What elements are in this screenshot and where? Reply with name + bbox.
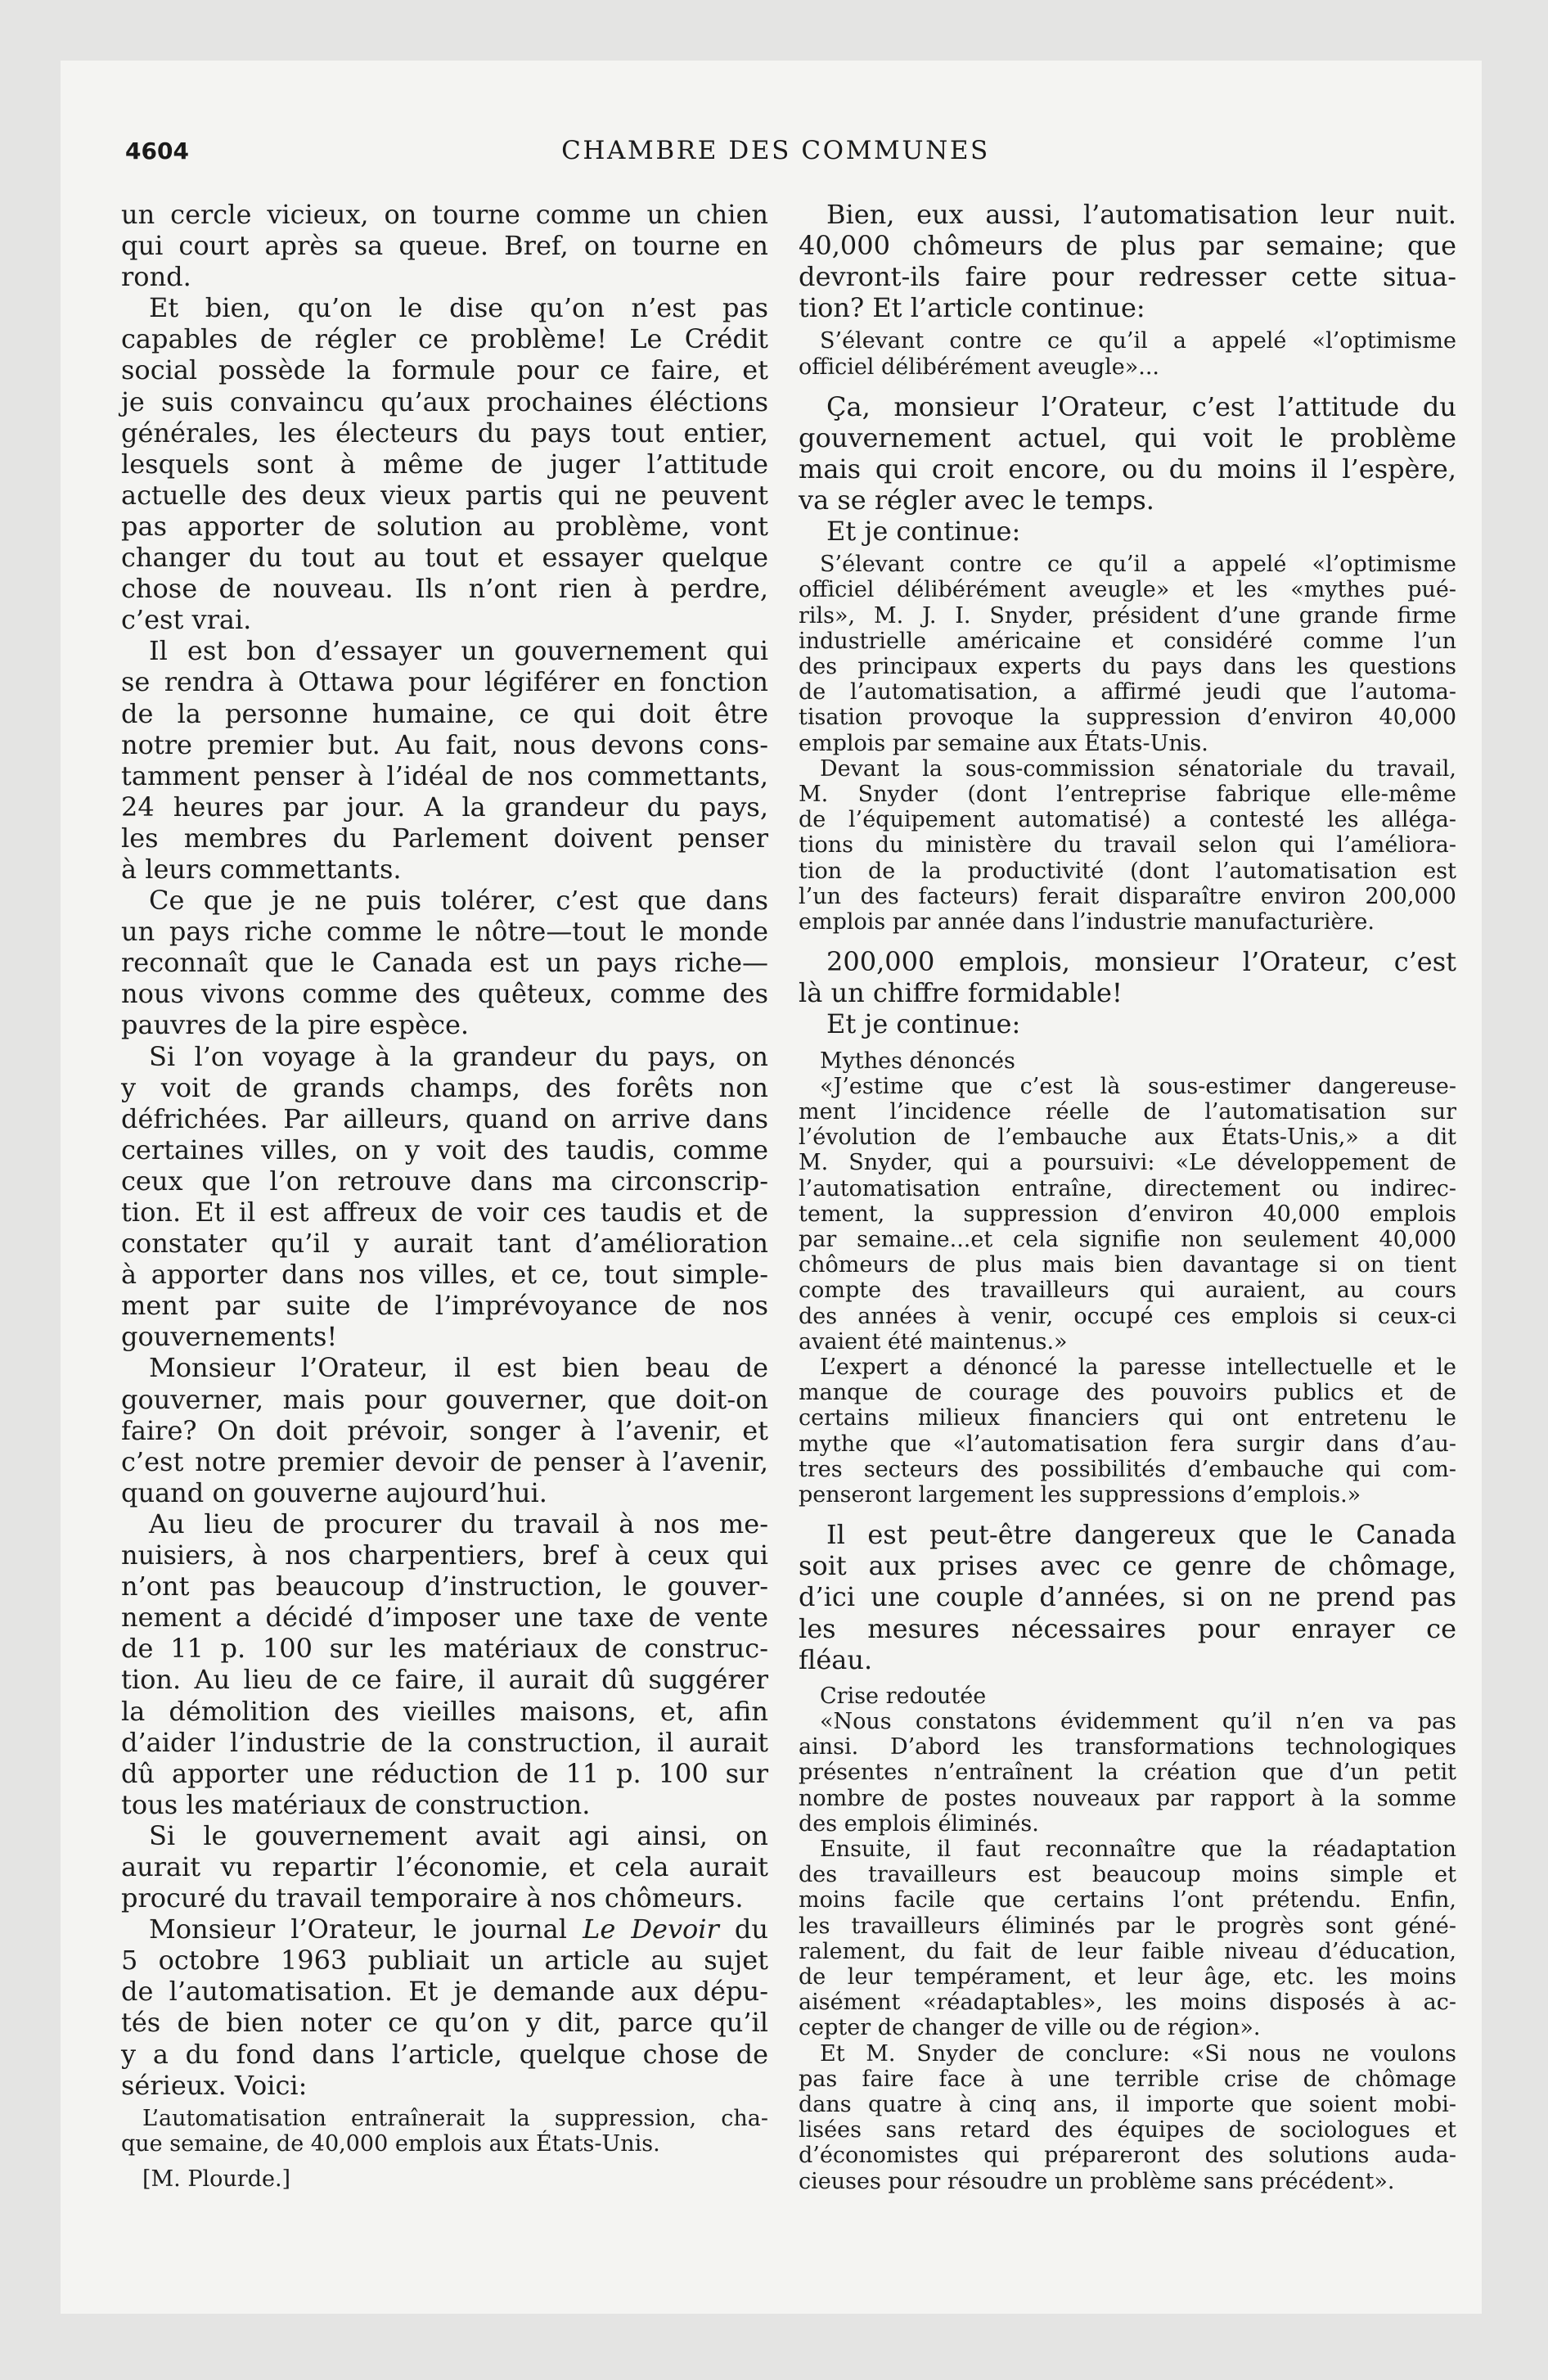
text-line: S’élevant contre ce qu’il a appelé «l’optimisme [820, 328, 1456, 354]
text-line: gouverner, mais pour gouverner, que doit-on [121, 1383, 768, 1415]
text-line: tamment penser à l’idéal de nos commettants, [121, 760, 768, 791]
text-line: compte des travailleurs qui auraient, au cours [799, 1278, 1456, 1304]
text-line: capables de régler ce problème! Le Crédit [121, 323, 768, 355]
text-line: présentes n’entraînent la création que d’un petit [799, 1760, 1456, 1786]
text-line: d’aider l’industrie de la construction, il aurait [121, 1726, 768, 1758]
subheading [799, 1048, 1456, 1074]
text-line: des travailleurs est beaucoup moins simple et [799, 1862, 1456, 1888]
text-line: à leurs commettants. [121, 853, 402, 885]
text-line: fléau. [799, 1643, 873, 1675]
quotation [799, 552, 1456, 756]
text-line: y a du fond dans l’article, quelque chose de [121, 2038, 768, 2070]
text-line: sérieux. Voici: [121, 2069, 308, 2101]
text-line: ment par suite de l’imprévoyance de nos [121, 1290, 768, 1322]
paragraph [121, 292, 768, 635]
paragraph [799, 946, 1456, 1008]
paragraph [799, 1008, 1456, 1039]
text-line: Monsieur l’Orateur, il est bien beau de [149, 1352, 768, 1384]
text-line: faire? On doit prévoir, songer à l’avenir, et [121, 1414, 768, 1446]
text-line: chose de nouveau. Ils n’ont rien à perdre, [121, 573, 768, 605]
text-line: soit aux prises avec ce genre de chômage, [799, 1550, 1456, 1582]
paragraph [121, 1352, 768, 1508]
text-line: les mesures nécessaires pour enrayer ce [799, 1612, 1456, 1644]
text-line: gouvernement actuel, qui voit le problème [799, 421, 1456, 453]
text-line: [M. Plourde.] [142, 2166, 291, 2193]
text-line: tés de bien noter ce qu’on y dit, parce qu’il [121, 2007, 768, 2039]
text-line: tement, la suppression d’environ 40,000 emplois [799, 1201, 1456, 1227]
paragraph [799, 391, 1456, 516]
text-line: aisément «réadaptables», les moins disposés à ac- [799, 1990, 1456, 2016]
text-line: les membres du Parlement doivent penser [121, 822, 768, 854]
text-line: notre premier but. Au fait, nous devons cons- [121, 728, 768, 760]
text-line: officiel délibérément aveugle»... [799, 354, 1159, 380]
text-line: ceux que l’on retrouve dans ma circonscrip- [121, 1165, 768, 1197]
paragraph [121, 1041, 768, 1353]
text-line: Et je continue: [826, 516, 1021, 548]
paragraph [121, 1913, 768, 2101]
text-line: de l’automatisation. Et je demande aux dépu- [121, 1976, 768, 2008]
text-line: la démolition des vieilles maisons, et, afin [121, 1695, 768, 1727]
text-line: tion de la productivité (dont l’automatisation est [799, 858, 1456, 884]
paragraph [799, 516, 1456, 547]
text-line: cepter de changer de ville ou de région». [799, 2015, 1261, 2041]
text-line: tions du ministère du travail selon qui l’améliora- [799, 832, 1456, 859]
text-line: tion. Au lieu de ce faire, il aurait dû suggérer [121, 1664, 768, 1696]
text-line: dans quatre à cinq ans, il importe que soient mobi- [799, 2091, 1456, 2117]
text-line: c’est vrai. [121, 604, 252, 636]
text-line: penseront largement les suppressions d’emplois.» [799, 1482, 1361, 1508]
text-line: devront-ils faire pour redresser cette situa- [799, 261, 1456, 293]
text-line: nous vivons comme des quêteux, comme des [121, 978, 768, 1010]
text-line: S’élevant contre ce qu’il a appelé «l’optimisme [820, 552, 1456, 578]
text-line: d’ici une couple d’années, si on ne prend pas [799, 1581, 1456, 1613]
paragraph [799, 199, 1456, 323]
subheading [799, 1684, 1456, 1709]
text-line: aurait vu repartir l’économie, et cela aurait [121, 1850, 768, 1882]
text-line: tous les matériaux de construction. [121, 1788, 591, 1820]
text-line: va se régler avec le temps. [799, 485, 1154, 516]
text-line: gouvernements! [121, 1321, 338, 1353]
text-line: certains milieux financiers qui ont entretenu le [799, 1405, 1456, 1431]
text-line: constater qu’il y aurait tant d’amélioration [121, 1228, 768, 1260]
text-line: actuelle des deux vieux partis qui ne peuvent [121, 479, 768, 511]
text-line: générales, les électeurs du pays tout entier, [121, 417, 768, 449]
text-line: avaient été maintenus.» [799, 1328, 1068, 1355]
text-line: Ça, monsieur l’Orateur, c’est l’attitude du [826, 390, 1456, 422]
quotation [799, 2041, 1456, 2194]
quotation [799, 1709, 1456, 1837]
text-line: Ce que je ne puis tolérer, c’est que dans [149, 885, 768, 917]
text-line: Et M. Snyder de conclure: «Si nous ne voulons [820, 2040, 1456, 2067]
text-line: nuisiers, à nos charpentiers, bref à ceux qui [121, 1539, 768, 1571]
quotation [799, 328, 1456, 379]
text-line: certaines villes, on y voit des taudis, comme [121, 1134, 768, 1165]
text-line: emplois par semaine aux États-Unis. [799, 730, 1208, 756]
text-line: lisées sans retard des équipes de sociologues et [799, 2117, 1456, 2143]
text-line: de l’automatisation, a affirmé jeudi que l’automa- [799, 679, 1456, 705]
text-line: un cercle vicieux, on tourne comme un chien [121, 199, 768, 230]
text-line: pas apporter de solution au problème, vont [121, 510, 768, 542]
text-line: changer du tout au tout et essayer quelque [121, 542, 768, 574]
text-line: officiel délibérément aveugle» et les «mythes pué- [799, 577, 1456, 603]
text-line: L’expert a dénoncé la paresse intellectuelle et le [820, 1355, 1456, 1381]
text-line: «Nous constatons évidemment qu’il n’en va pas [820, 1708, 1456, 1734]
paragraph [121, 199, 768, 292]
paragraph [121, 1820, 768, 1913]
left-column [121, 199, 768, 2192]
right-column [799, 199, 1456, 2194]
text-line: à apporter dans nos villes, et ce, tout simple- [121, 1259, 768, 1291]
paragraph [121, 885, 768, 1040]
text-segment: du [718, 1913, 769, 1945]
text-line: pas faire face à une terrible crise de chômage [799, 2066, 1456, 2092]
paragraph [121, 635, 768, 885]
text-line: l’évolution de l’embauche aux États-Unis,» a dit [799, 1125, 1456, 1151]
text-line: Mythes dénoncés [820, 1048, 1015, 1074]
text-line: là un chiffre formidable! [799, 977, 1123, 1009]
text-line: Devant la sous-commission sénatoriale du travail, [820, 755, 1456, 782]
text-line: mais qui croit encore, ou du moins il l’espère, [799, 453, 1456, 485]
text-line: d’économistes qui prépareront des solutions auda- [799, 2143, 1456, 2169]
text-line: Il est peut-être dangereux que le Canada [826, 1519, 1456, 1551]
text-line: tion. Et il est affreux de voir ces taudis et de [121, 1197, 768, 1228]
quotation [799, 1837, 1456, 2041]
text-line: 200,000 emplois, monsieur l’Orateur, c’est [826, 946, 1456, 978]
quotation [121, 2106, 768, 2157]
text-line: Ensuite, il faut reconnaître que la réadaptation [820, 1836, 1456, 1862]
text-line: Au lieu de procurer du travail à nos me- [149, 1508, 768, 1539]
text-line: des emplois éliminés. [799, 1810, 1039, 1837]
text-line: L’automatisation entraînerait la suppression, cha- [142, 2105, 768, 2131]
text-line: 5 octobre 1963 publiait un article au sujet [121, 1945, 768, 1977]
text-segment: Monsieur l’Orateur, le journal [149, 1913, 583, 1945]
text-line: industrielle américaine et considéré comme l’un [799, 628, 1456, 654]
text-line: par semaine...et cela signifie non seulement 40,000 [799, 1227, 1456, 1252]
page-number: 4604 [125, 137, 189, 165]
text-line: se rendra à Ottawa pour légiférer en fonction [121, 666, 768, 698]
text-line: je suis convaincu qu’aux prochaines éléctions [121, 385, 768, 417]
text-line: dû apporter une réduction de 11 p. 100 sur [121, 1757, 768, 1789]
quotation [799, 756, 1456, 935]
text-line: tion? Et l’article continue: [799, 292, 1145, 324]
text-line: cieuses pour résoudre un problème sans précédent». [799, 2168, 1395, 2194]
text-line: quand on gouverne aujourd’hui. [121, 1476, 547, 1508]
text-line: mythe que «l’automatisation fera surgir dans d’au- [799, 1431, 1456, 1457]
text-line: ainsi. D’abord les transformations technologiques [799, 1734, 1456, 1760]
text-line: chômeurs de plus mais bien davantage si on tient [799, 1252, 1456, 1278]
running-head: CHAMBRE DES COMMUNES [561, 136, 990, 165]
text-line: ment l’incidence réelle de l’automatisation sur [799, 1098, 1456, 1125]
text-line: 40,000 chômeurs de plus par semaine; que [799, 230, 1456, 262]
text-line: rond. [121, 261, 191, 293]
text-line: social possède la formule pour ce faire, et [121, 354, 768, 386]
text-line: lesquels sont à même de juger l’attitude [121, 448, 768, 480]
text-line: c’est notre premier devoir de penser à l’avenir, [121, 1445, 768, 1477]
text-line: des principaux experts du pays dans les questions [799, 654, 1456, 680]
text-line: de la personne humaine, ce qui doit être [121, 697, 768, 729]
text-line: Et bien, qu’on le dise qu’on n’est pas [149, 292, 768, 324]
text-line: rils», M. J. I. Snyder, président d’une grande firme [799, 602, 1456, 629]
text-line: M. Snyder, qui a poursuivi: «Le développement de [799, 1150, 1456, 1176]
text-line: y voit de grands champs, des forêts non [121, 1071, 768, 1103]
text-line: pauvres de la pire espèce. [121, 1009, 470, 1041]
text-line: n’ont pas beaucoup d’instruction, le gouver- [121, 1571, 768, 1602]
text-line: manque de courage des pouvoirs publics et de [799, 1380, 1456, 1406]
text-line: l’un des facteurs) ferait disparaître environ 200,000 [799, 883, 1456, 909]
text-line: que semaine, de 40,000 emplois aux États-Unis. [121, 2130, 660, 2157]
text-line: l’automatisation entraîne, directement ou indirec- [799, 1175, 1456, 1201]
text-line: M. Snyder (dont l’entreprise fabrique elle-même [799, 782, 1456, 808]
text-line: un pays riche comme le nôtre—tout le monde [121, 916, 768, 948]
text-line [121, 1913, 768, 1945]
text-line: qui court après sa queue. Bref, on tourne en [121, 230, 768, 262]
text-line: défrichées. Par ailleurs, quand on arrive dans [121, 1102, 768, 1134]
text-line: Bien, eux aussi, l’automatisation leur nuit. [826, 199, 1456, 230]
text-line: Si l’on voyage à la grandeur du pays, on [149, 1040, 768, 1072]
quotation [799, 1355, 1456, 1508]
text-line: Si le gouvernement avait agi ainsi, on [149, 1819, 768, 1851]
text-line: reconnaît que le Canada est un pays riche— [121, 947, 768, 979]
text-line: de 11 p. 100 sur les matériaux de construc- [121, 1633, 768, 1665]
text-line: tres secteurs des possibilités d’embauche qui com- [799, 1456, 1456, 1482]
text-line: de leur tempérament, et leur âge, etc. les moins [799, 1963, 1456, 1990]
text-line: nement a décidé d’imposer une taxe de vente [121, 1602, 768, 1634]
text-line: 24 heures par jour. A la grandeur du pays, [121, 791, 768, 823]
text-line: emplois par année dans l’industrie manufacturière. [799, 909, 1375, 935]
text-line: Et je continue: [826, 1008, 1021, 1040]
text-line: ralement, du fait de leur faible niveau d’éducation, [799, 1938, 1456, 1964]
text-line: moins facile que certains l’ont prétendu. Enfin, [799, 1887, 1456, 1913]
paragraph [799, 1519, 1456, 1675]
text-line: tisation provoque la suppression d’environ 40,000 [799, 705, 1456, 731]
speaker-attribution [121, 2166, 768, 2192]
text-line: les travailleurs éliminés par le progrès sont géné- [799, 1913, 1456, 1939]
text-line: nombre de postes nouveaux par rapport à la somme [799, 1785, 1456, 1811]
text-line: Crise redoutée [820, 1683, 987, 1709]
italic-text: Le Devoir [583, 1913, 719, 1945]
paragraph [121, 1508, 768, 1820]
quotation [799, 1074, 1456, 1355]
text-line: des années à venir, occupé ces emplois si ceux-ci [799, 1303, 1456, 1329]
text-line: Il est bon d’essayer un gouvernement qui [149, 635, 768, 667]
text-line: procuré du travail temporaire à nos chômeurs. [121, 1882, 744, 1914]
text-line: de l’équipement automatisé) a contesté les alléga- [799, 807, 1456, 833]
text-line: «J’estime que c’est là sous-estimer dangereuse- [820, 1073, 1456, 1099]
